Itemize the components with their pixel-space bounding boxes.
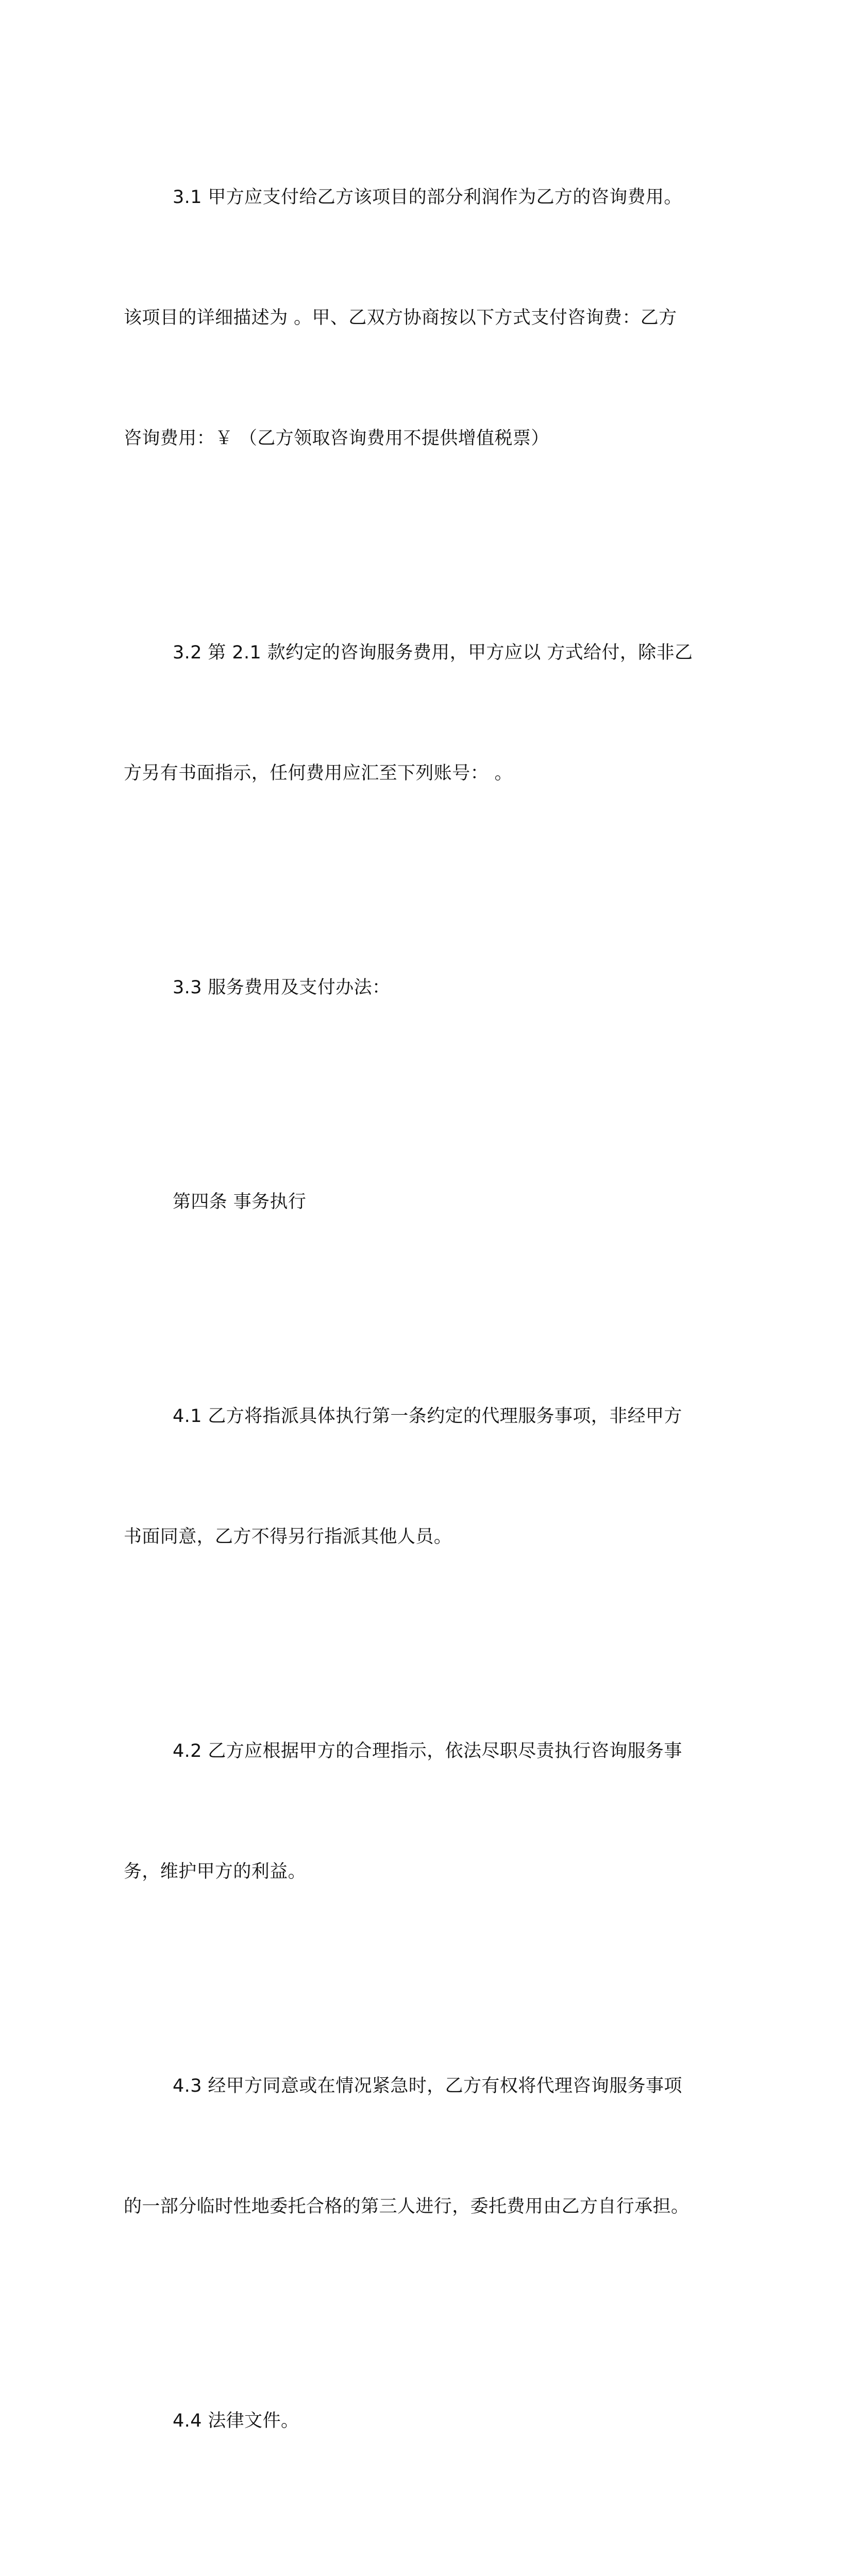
text-line: 3.3 服务费用及支付办法：	[173, 977, 391, 998]
text-line: 3.2 第 2.1 款约定的咨询服务费用，甲方应以 方式给付，除非乙	[173, 642, 693, 663]
text-line: 务，维护甲方的利益。	[124, 1861, 307, 1882]
text-line: 书面同意，乙方不得另行指派其他人员。	[124, 1527, 452, 1547]
clause-4-1	[124, 1316, 715, 1637]
text-line: 该项目的详细描述为 。甲、乙双方协商按以下方式支付咨询费：乙方	[124, 308, 677, 328]
text-line: 4.4 法律文件。	[173, 2411, 299, 2431]
text-line: 3.1 甲方应支付给乙方该项目的部分利润作为乙方的咨询费用。	[173, 187, 682, 208]
text-line: 4.1 乙方将指派具体执行第一条约定的代理服务事项，非经甲方	[173, 1406, 682, 1427]
text-line: 4.3 经甲方同意或在情况紧急时，乙方有权将代理咨询服务事项	[173, 2076, 682, 2096]
clause-3-3	[124, 887, 715, 1088]
clause-4-4	[124, 2320, 715, 2521]
clause-4-2	[124, 1651, 715, 1972]
clause-4-3	[124, 1986, 715, 2307]
text-line: 第四条 事务执行	[173, 1192, 307, 1212]
article-4-heading	[124, 1101, 715, 1302]
clause-3-2	[124, 552, 715, 874]
clause-3-1	[124, 97, 715, 539]
text-line: 4.2 乙方应根据甲方的合理指示，依法尽职尽责执行咨询服务事	[173, 1741, 682, 1761]
text-line: 方另有书面指示，任何费用应汇至下列账号： 。	[124, 763, 513, 784]
document-body	[124, 97, 715, 2576]
text-line: 咨询费用：￥ （乙方领取咨询费用不提供增值税票）	[124, 428, 549, 449]
text-line: 的一部分临时性地委托合格的第三人进行，委托费用由乙方自行承担。	[124, 2196, 689, 2217]
article-5-heading	[124, 2535, 715, 2576]
